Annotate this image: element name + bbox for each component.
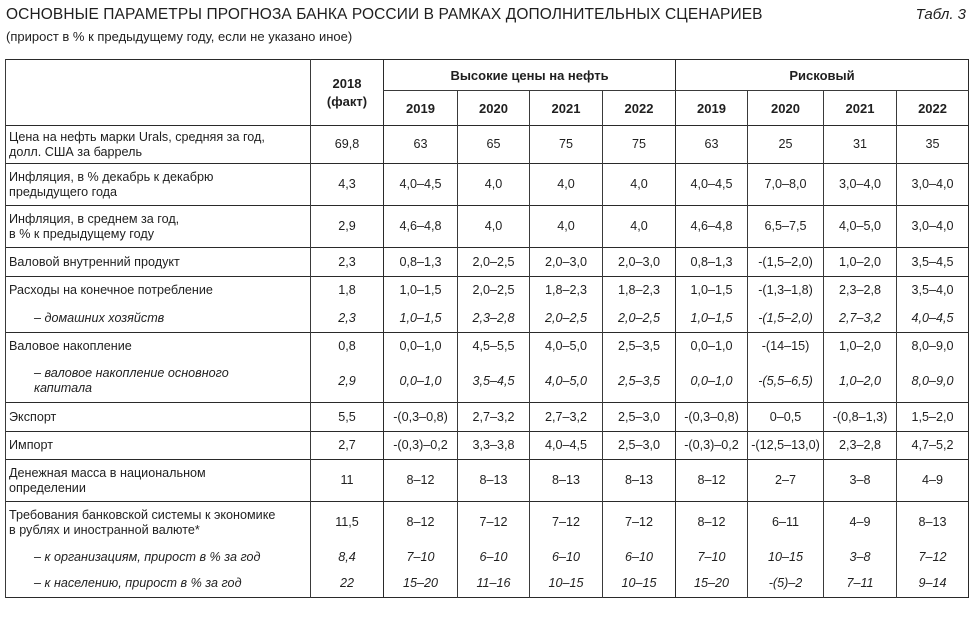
value-cell: 4,7–5,2: [897, 432, 969, 460]
value-cell: 7–12: [458, 502, 530, 544]
row-label: Денежная масса в национальном определении: [6, 460, 311, 502]
value-cell: 4,5–5,5: [458, 333, 530, 361]
value-cell: -(0,3)–0,2: [676, 432, 748, 460]
table-row: [6, 460, 969, 502]
value-cell: 4,0–5,0: [530, 361, 603, 403]
row-label: Валовой внутренний продукт: [6, 248, 311, 277]
table-row: [6, 571, 969, 598]
value-cell: 7–10: [676, 544, 748, 571]
table-body: [6, 126, 969, 598]
table-row: [6, 206, 969, 248]
value-cell: 8,0–9,0: [897, 361, 969, 403]
value-cell: 2,3–2,8: [458, 305, 530, 333]
value-cell: 10–15: [748, 544, 824, 571]
value-cell: 15–20: [384, 571, 458, 598]
row-label: Импорт: [6, 432, 311, 460]
value-cell: 10–15: [530, 571, 603, 598]
value-cell: 35: [897, 126, 969, 164]
value-cell: 7–12: [603, 502, 676, 544]
table-row: [6, 333, 969, 361]
value-cell: 8–13: [458, 460, 530, 502]
value-cell: 3–8: [824, 544, 897, 571]
row-label: Экспорт: [6, 403, 311, 432]
value-cell: 4,0: [603, 164, 676, 206]
value-cell: 4,0–4,5: [897, 305, 969, 333]
value-cell: 2,0–2,5: [530, 305, 603, 333]
value-cell: 8,4: [311, 544, 384, 571]
table-row: [6, 502, 969, 544]
value-cell: 6–10: [603, 544, 676, 571]
value-cell: 3–8: [824, 460, 897, 502]
table-row: [6, 361, 969, 403]
header-year: 2020: [748, 91, 824, 126]
value-cell: 0,0–1,0: [676, 361, 748, 403]
value-cell: 2,3–2,8: [824, 277, 897, 305]
row-label: Требования банковской системы к экономике в рублях и иностранной валюте*: [6, 502, 311, 544]
value-cell: 2,7: [311, 432, 384, 460]
value-cell: 2,0–2,5: [458, 248, 530, 277]
value-cell: 2,9: [311, 361, 384, 403]
value-cell: 11–16: [458, 571, 530, 598]
value-cell: 5,5: [311, 403, 384, 432]
value-cell: 31: [824, 126, 897, 164]
value-cell: 69,8: [311, 126, 384, 164]
value-cell: -(0,8–1,3): [824, 403, 897, 432]
table-row: [6, 248, 969, 277]
value-cell: 1,0–2,0: [824, 361, 897, 403]
forecast-table: [5, 59, 969, 598]
value-cell: 4,6–4,8: [384, 206, 458, 248]
value-cell: 2,3: [311, 248, 384, 277]
value-cell: 4,0–4,5: [384, 164, 458, 206]
value-cell: 4–9: [897, 460, 969, 502]
table-row: [6, 432, 969, 460]
table-row: [6, 305, 969, 333]
row-label: Валовое накопление: [6, 333, 311, 361]
header-year: 2021: [824, 91, 897, 126]
value-cell: 4–9: [824, 502, 897, 544]
value-cell: 1,5–2,0: [897, 403, 969, 432]
value-cell: 4,0: [530, 164, 603, 206]
value-cell: -(1,5–2,0): [748, 248, 824, 277]
value-cell: 3,5–4,0: [897, 277, 969, 305]
value-cell: 1,0–1,5: [676, 305, 748, 333]
header-base-year: 2018 (факт): [311, 60, 384, 126]
value-cell: 4,0–5,0: [530, 333, 603, 361]
value-cell: 0,0–1,0: [384, 333, 458, 361]
value-cell: 4,0–4,5: [676, 164, 748, 206]
value-cell: 7–10: [384, 544, 458, 571]
value-cell: 2,5–3,0: [603, 432, 676, 460]
value-cell: 2,0–3,0: [530, 248, 603, 277]
value-cell: -(5,5–6,5): [748, 361, 824, 403]
value-cell: 2,0–2,5: [458, 277, 530, 305]
value-cell: 2,3: [311, 305, 384, 333]
value-cell: 4,0: [458, 206, 530, 248]
value-cell: 3,3–3,8: [458, 432, 530, 460]
value-cell: 7–12: [530, 502, 603, 544]
value-cell: 1,0–1,5: [384, 305, 458, 333]
value-cell: 0,0–1,0: [384, 361, 458, 403]
row-label: Инфляция, в среднем за год, в % к предыдущему году: [6, 206, 311, 248]
table-row: [6, 164, 969, 206]
value-cell: 1,8–2,3: [603, 277, 676, 305]
value-cell: 2,7–3,2: [530, 403, 603, 432]
value-cell: 8–12: [384, 460, 458, 502]
table-row: [6, 544, 969, 571]
value-cell: 8–13: [897, 502, 969, 544]
value-cell: 75: [603, 126, 676, 164]
value-cell: 6,5–7,5: [748, 206, 824, 248]
value-cell: 7,0–8,0: [748, 164, 824, 206]
row-label: Инфляция, в % декабрь к декабрю предыдущего года: [6, 164, 311, 206]
value-cell: 2,5–3,5: [603, 361, 676, 403]
value-cell: 1,8: [311, 277, 384, 305]
value-cell: 4,6–4,8: [676, 206, 748, 248]
value-cell: 1,0–2,0: [824, 333, 897, 361]
row-label: – к организациям, прирост в % за год: [6, 544, 311, 571]
value-cell: -(12,5–13,0): [748, 432, 824, 460]
value-cell: 10–15: [603, 571, 676, 598]
value-cell: 7–11: [824, 571, 897, 598]
value-cell: 0–0,5: [748, 403, 824, 432]
value-cell: 2–7: [748, 460, 824, 502]
row-label: Цена на нефть марки Urals, средняя за год, долл. США за баррель: [6, 126, 311, 164]
value-cell: 3,5–4,5: [458, 361, 530, 403]
value-cell: 2,3–2,8: [824, 432, 897, 460]
value-cell: -(1,5–2,0): [748, 305, 824, 333]
value-cell: 6–10: [530, 544, 603, 571]
value-cell: 2,9: [311, 206, 384, 248]
value-cell: 6–11: [748, 502, 824, 544]
header-group-risk: Рисковый: [676, 60, 969, 91]
value-cell: -(1,3–1,8): [748, 277, 824, 305]
table-row: [6, 403, 969, 432]
value-cell: 8–12: [676, 460, 748, 502]
value-cell: 2,7–3,2: [458, 403, 530, 432]
table-row: [6, 277, 969, 305]
value-cell: 0,0–1,0: [676, 333, 748, 361]
value-cell: 6–10: [458, 544, 530, 571]
value-cell: 2,7–3,2: [824, 305, 897, 333]
value-cell: -(14–15): [748, 333, 824, 361]
table-row: [6, 126, 969, 164]
value-cell: 3,0–4,0: [897, 164, 969, 206]
value-cell: 0,8–1,3: [384, 248, 458, 277]
header-year: 2021: [530, 91, 603, 126]
value-cell: 22: [311, 571, 384, 598]
header-group-high-oil: Высокие цены на нефть: [384, 60, 676, 91]
header-year: 2022: [603, 91, 676, 126]
value-cell: 3,0–4,0: [824, 164, 897, 206]
value-cell: 7–12: [897, 544, 969, 571]
value-cell: -(0,3–0,8): [676, 403, 748, 432]
row-label: – валовое накопление основного капитала: [6, 361, 311, 403]
value-cell: 63: [384, 126, 458, 164]
value-cell: 11: [311, 460, 384, 502]
value-cell: 1,0–2,0: [824, 248, 897, 277]
header-year: 2019: [676, 91, 748, 126]
value-cell: 63: [676, 126, 748, 164]
value-cell: -(0,3–0,8): [384, 403, 458, 432]
value-cell: -(0,3)–0,2: [384, 432, 458, 460]
value-cell: 8,0–9,0: [897, 333, 969, 361]
row-label: – к населению, прирост в % за год: [6, 571, 311, 598]
value-cell: 25: [748, 126, 824, 164]
value-cell: 2,0–2,5: [603, 305, 676, 333]
value-cell: 15–20: [676, 571, 748, 598]
header-label-cell: [6, 60, 311, 126]
value-cell: 2,5–3,5: [603, 333, 676, 361]
value-cell: 8–12: [384, 502, 458, 544]
value-cell: 0,8–1,3: [676, 248, 748, 277]
header-year: 2020: [458, 91, 530, 126]
header-year: 2022: [897, 91, 969, 126]
value-cell: 8–12: [676, 502, 748, 544]
value-cell: 4,3: [311, 164, 384, 206]
table-number: Табл. 3: [915, 6, 966, 23]
value-cell: 1,0–1,5: [384, 277, 458, 305]
value-cell: 4,0–4,5: [530, 432, 603, 460]
value-cell: -(5)–2: [748, 571, 824, 598]
value-cell: 4,0: [603, 206, 676, 248]
value-cell: 4,0–5,0: [824, 206, 897, 248]
row-label: – домашних хозяйств: [6, 305, 311, 333]
row-label: Расходы на конечное потребление: [6, 277, 311, 305]
value-cell: 75: [530, 126, 603, 164]
value-cell: 1,8–2,3: [530, 277, 603, 305]
value-cell: 0,8: [311, 333, 384, 361]
value-cell: 1,0–1,5: [676, 277, 748, 305]
value-cell: 8–13: [530, 460, 603, 502]
value-cell: 4,0: [530, 206, 603, 248]
table-title: ОСНОВНЫЕ ПАРАМЕТРЫ ПРОГНОЗА БАНКА РОССИИ В РАМКАХ ДОПОЛНИТЕЛЬНЫХ СЦЕНАРИЕВ: [6, 6, 763, 23]
value-cell: 8–13: [603, 460, 676, 502]
value-cell: 3,0–4,0: [897, 206, 969, 248]
value-cell: 3,5–4,5: [897, 248, 969, 277]
value-cell: 2,0–3,0: [603, 248, 676, 277]
value-cell: 65: [458, 126, 530, 164]
value-cell: 4,0: [458, 164, 530, 206]
value-cell: 9–14: [897, 571, 969, 598]
value-cell: 2,5–3,0: [603, 403, 676, 432]
table-subtitle: (прирост в % к предыдущему году, если не указано иное): [6, 29, 353, 44]
header-year: 2019: [384, 91, 458, 126]
value-cell: 11,5: [311, 502, 384, 544]
